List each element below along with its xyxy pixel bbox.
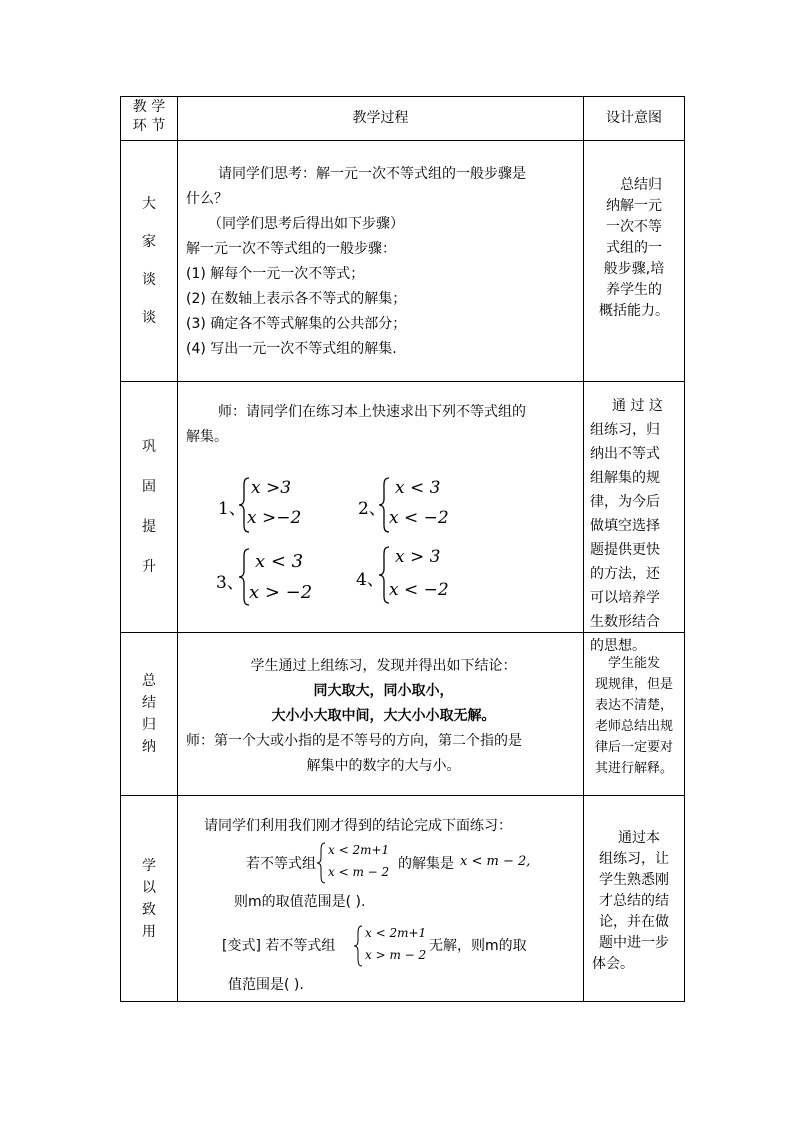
header-stage-line2: 环 节 xyxy=(132,118,166,134)
q2-top: x < 2m+1 xyxy=(365,926,427,940)
row2-stage-char: 升 xyxy=(142,559,156,575)
row3-stage-char: 总 xyxy=(142,673,156,689)
row1-stage xyxy=(121,141,177,381)
system-label: 1、 xyxy=(218,499,246,519)
row2-stage-char: 提 xyxy=(142,519,156,535)
row4-intent-line: 组练习，让 xyxy=(599,851,669,867)
row3-process-line: 解集中的数字的大与小。 xyxy=(306,758,461,774)
system-label: 4、 xyxy=(356,570,384,590)
row1-intent-line: 概括能力。 xyxy=(599,303,669,319)
row3-intent-line: 表达不清楚， xyxy=(594,698,673,713)
row1-intent-line: 一次不等 xyxy=(606,219,662,235)
row2-intent-line: 的思想。 xyxy=(590,638,646,654)
row2-stage xyxy=(121,382,177,632)
system-bottom: x > −2 xyxy=(249,582,313,603)
row4-stage-char: 用 xyxy=(142,923,156,940)
row2-intent xyxy=(590,394,678,658)
row1-process-line: (3) 确定各不等式解集的公共部分； xyxy=(186,316,407,332)
system-bottom: x >−2 xyxy=(247,508,302,528)
row1-stage-char: 谈 xyxy=(142,310,156,326)
system-top: x < 3 xyxy=(255,551,304,572)
q1-top: x < 2m+1 xyxy=(328,843,390,857)
system-top: x >3 xyxy=(251,478,292,498)
row3-intent-line: 老师总结出规 xyxy=(594,719,673,734)
system-bottom: x < −2 xyxy=(389,580,449,600)
row2-intent-line: 可以培养学 xyxy=(590,590,660,606)
row1-process-line: 什么？ xyxy=(186,191,228,207)
header-stage-cell xyxy=(121,97,177,140)
row4-intent-line: 论，并在做 xyxy=(599,914,669,930)
row1-process xyxy=(186,162,581,362)
conclusion-rule-1: 同大取大，同小取小， xyxy=(313,683,454,699)
row3-process-line: 学生通过上组练习，发现并得出如下结论： xyxy=(250,658,517,674)
row2-stage-char: 固 xyxy=(142,479,156,495)
header-stage-line1: 教 学 xyxy=(132,99,166,115)
row1-stage-char: 家 xyxy=(142,234,156,250)
row1-stage-char: 谈 xyxy=(142,272,156,288)
row1-intent-line: 纳解一元 xyxy=(606,198,662,214)
row3-process-line: 师：第一个大或小指的是不等号的方向，第二个指的是 xyxy=(186,733,522,749)
row3-stage-char: 结 xyxy=(142,695,156,711)
row1-process-line: （同学们思考后得出如下步骤） xyxy=(208,216,404,232)
row1-stage-char: 大 xyxy=(142,196,156,212)
row3-intent xyxy=(584,653,684,779)
q1-suffix: 的解集是 xyxy=(398,856,454,872)
q1-prefix: 若不等式组 xyxy=(246,856,316,872)
q1-bottom: x < m − 2 xyxy=(328,865,390,879)
header-intent: 设计意图 xyxy=(606,110,662,126)
system-2 xyxy=(355,476,475,534)
row1-intent-line: 般步骤,培 xyxy=(603,261,665,277)
row2-process-line: 师：请同学们在练习本上快速求出下列不等式组的 xyxy=(218,404,526,420)
row2-process-line: 解集。 xyxy=(186,429,228,445)
row1-intent-line: 总结归 xyxy=(620,177,662,193)
system-1 xyxy=(215,476,335,534)
row3-intent-line: 律后一定要对 xyxy=(594,740,673,755)
question-2 xyxy=(222,925,572,969)
row4-intent-line: 题中进一步 xyxy=(599,935,669,951)
system-label: 2、 xyxy=(358,499,386,519)
q2-prefix: [变式] 若不等式组 xyxy=(222,938,336,954)
row4-intent-line: 体会。 xyxy=(592,956,634,972)
row4-stage xyxy=(121,796,177,1001)
row3-intent-line: 学生能发 xyxy=(607,656,660,671)
system-4 xyxy=(355,545,475,605)
row1-process-line: 解一元一次不等式组的一般步骤： xyxy=(186,241,396,257)
row1-intent-line: 养学生的 xyxy=(606,282,662,298)
row2-intent-line: 题提供更快 xyxy=(590,542,660,558)
row3-intent-line: 现规律，但是 xyxy=(594,677,673,692)
row1-intent-line: 式组的一 xyxy=(606,240,662,256)
header-process: 教学过程 xyxy=(352,110,409,126)
q2-ask: 值范围是( ). xyxy=(228,977,304,993)
row1-intent xyxy=(584,175,684,322)
row3-intent-line: 其进行解释。 xyxy=(594,761,673,776)
row2-intent-line: 的方法，还 xyxy=(590,566,660,582)
q1-solution: x < m − 2, xyxy=(460,854,531,869)
row2-intent-line: 生数形结合 xyxy=(590,614,660,630)
row4-stage-char: 以 xyxy=(142,879,156,896)
brace-icon xyxy=(353,925,363,967)
conclusion-rule-2: 大小小大取中间，大大小小取无解。 xyxy=(271,708,496,724)
row2-intent-line: 通 过 这 xyxy=(612,398,663,414)
row2-intent-line: 组练习，归 xyxy=(590,422,660,438)
row1-process-line: (2) 在数轴上表示各不等式的解集； xyxy=(186,291,407,307)
brace-icon xyxy=(316,842,326,884)
system-bottom: x < −2 xyxy=(389,508,449,528)
row4-stage-char: 致 xyxy=(142,901,156,918)
row4-intent-line: 通过本 xyxy=(618,830,660,846)
row4-intent-line: 学生熟悉刚 xyxy=(599,872,669,888)
row4-intent xyxy=(588,828,680,975)
q2-suffix: 无解，则m的取 xyxy=(429,938,527,954)
row2-intent-line: 做填空选择 xyxy=(590,518,660,534)
row3-stage-char: 纳 xyxy=(142,739,156,755)
row4-stage-char: 学 xyxy=(142,857,156,874)
row3-stage xyxy=(121,633,177,795)
q2-bottom: x > m − 2 xyxy=(365,948,427,962)
row1-process-line: 请同学们思考：解一元一次不等式组的一般步骤是 xyxy=(218,166,526,182)
row4-intent-line: 才总结的结 xyxy=(599,893,669,909)
row2-process xyxy=(186,400,581,450)
system-3 xyxy=(215,547,335,607)
row2-intent-line: 组解集的规 xyxy=(590,470,660,486)
row3-process xyxy=(186,654,581,779)
system-top: x < 3 xyxy=(395,478,441,498)
row2-stage-char: 巩 xyxy=(142,439,156,455)
q1-ask: 则m的取值范围是( ). xyxy=(234,894,366,910)
system-label: 3、 xyxy=(216,573,244,593)
row2-intent-line: 律，为今后 xyxy=(590,494,660,510)
row1-process-line: (4) 写出一元一次不等式组的解集. xyxy=(186,341,397,357)
row1-process-line: (1) 解每个一元一次不等式； xyxy=(186,266,365,282)
system-top: x > 3 xyxy=(395,547,441,567)
question-1 xyxy=(246,842,576,886)
row3-stage-char: 归 xyxy=(142,717,156,733)
row4-intro: 请同学们利用我们刚才得到的结论完成下面练习： xyxy=(204,818,512,834)
row2-intent-line: 纳出不等式 xyxy=(590,446,660,462)
